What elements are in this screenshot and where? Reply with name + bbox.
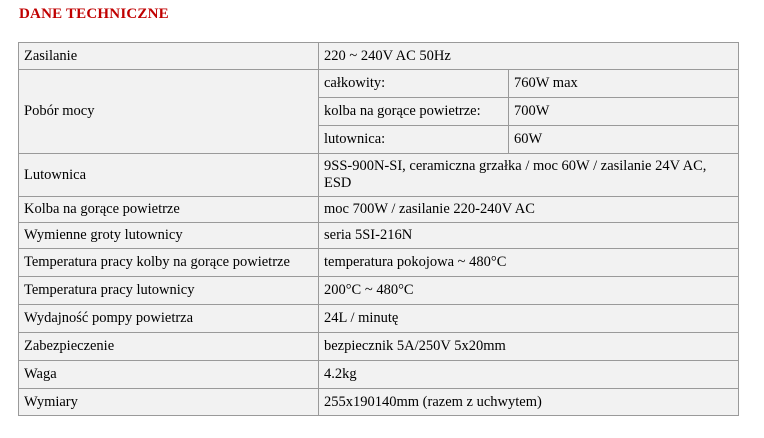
row-value-waga: 4.2kg — [319, 361, 739, 389]
row-value-pompa: 24L / minutę — [319, 305, 739, 333]
page-title: DANE TECHNICZNE — [19, 6, 169, 22]
row-label-lutownica: Lutownica — [19, 154, 319, 197]
row-label-kolba: Kolba na gorące powietrze — [19, 197, 319, 223]
row-value-lutownica: 9SS-900N-SI, ceramiczna grzałka / moc 60W / zasilanie 24V AC, ESD — [319, 154, 739, 197]
row-value-wymiary: 255x190140mm (razem z uchwytem) — [319, 389, 739, 416]
table-row — [19, 197, 739, 223]
row-label-zasilanie: Zasilanie — [19, 43, 319, 70]
row-value-zabezpieczenie: bezpiecznik 5A/250V 5x20mm — [319, 333, 739, 361]
row-value-kolba: moc 700W / zasilanie 220-240V AC — [319, 197, 739, 223]
spec-table — [18, 42, 739, 416]
row-label-temp-lutownicy: Temperatura pracy lutownicy — [19, 277, 319, 305]
row-label-waga: Waga — [19, 361, 319, 389]
table-row — [19, 43, 739, 70]
table-row — [19, 361, 739, 389]
table-row — [19, 70, 739, 98]
sub-value-kolba: 700W — [509, 98, 739, 126]
row-value-temp-lutownicy: 200°C ~ 480°C — [319, 277, 739, 305]
row-value-temp-kolby: temperatura pokojowa ~ 480°C — [319, 249, 739, 277]
sub-value-calkowity: 760W max — [509, 70, 739, 98]
row-label-groty: Wymienne groty lutownicy — [19, 223, 319, 249]
sub-label-lutownica: lutownica: — [319, 126, 509, 154]
row-label-temp-kolby: Temperatura pracy kolby na gorące powietrze — [19, 249, 319, 277]
table-row — [19, 333, 739, 361]
sub-value-lutownica: 60W — [509, 126, 739, 154]
table-row — [19, 223, 739, 249]
table-row — [19, 249, 739, 277]
table-row — [19, 389, 739, 416]
row-value-zasilanie: 220 ~ 240V AC 50Hz — [319, 43, 739, 70]
row-label-zabezpieczenie: Zabezpieczenie — [19, 333, 319, 361]
row-label-pompa: Wydajność pompy powietrza — [19, 305, 319, 333]
sub-label-calkowity: całkowity: — [319, 70, 509, 98]
table-row — [19, 277, 739, 305]
table-row — [19, 305, 739, 333]
row-label-pobor-mocy: Pobór mocy — [19, 70, 319, 154]
table-row — [19, 154, 739, 197]
row-value-groty: seria 5SI-216N — [319, 223, 739, 249]
sub-label-kolba: kolba na gorące powietrze: — [319, 98, 509, 126]
row-label-wymiary: Wymiary — [19, 389, 319, 416]
